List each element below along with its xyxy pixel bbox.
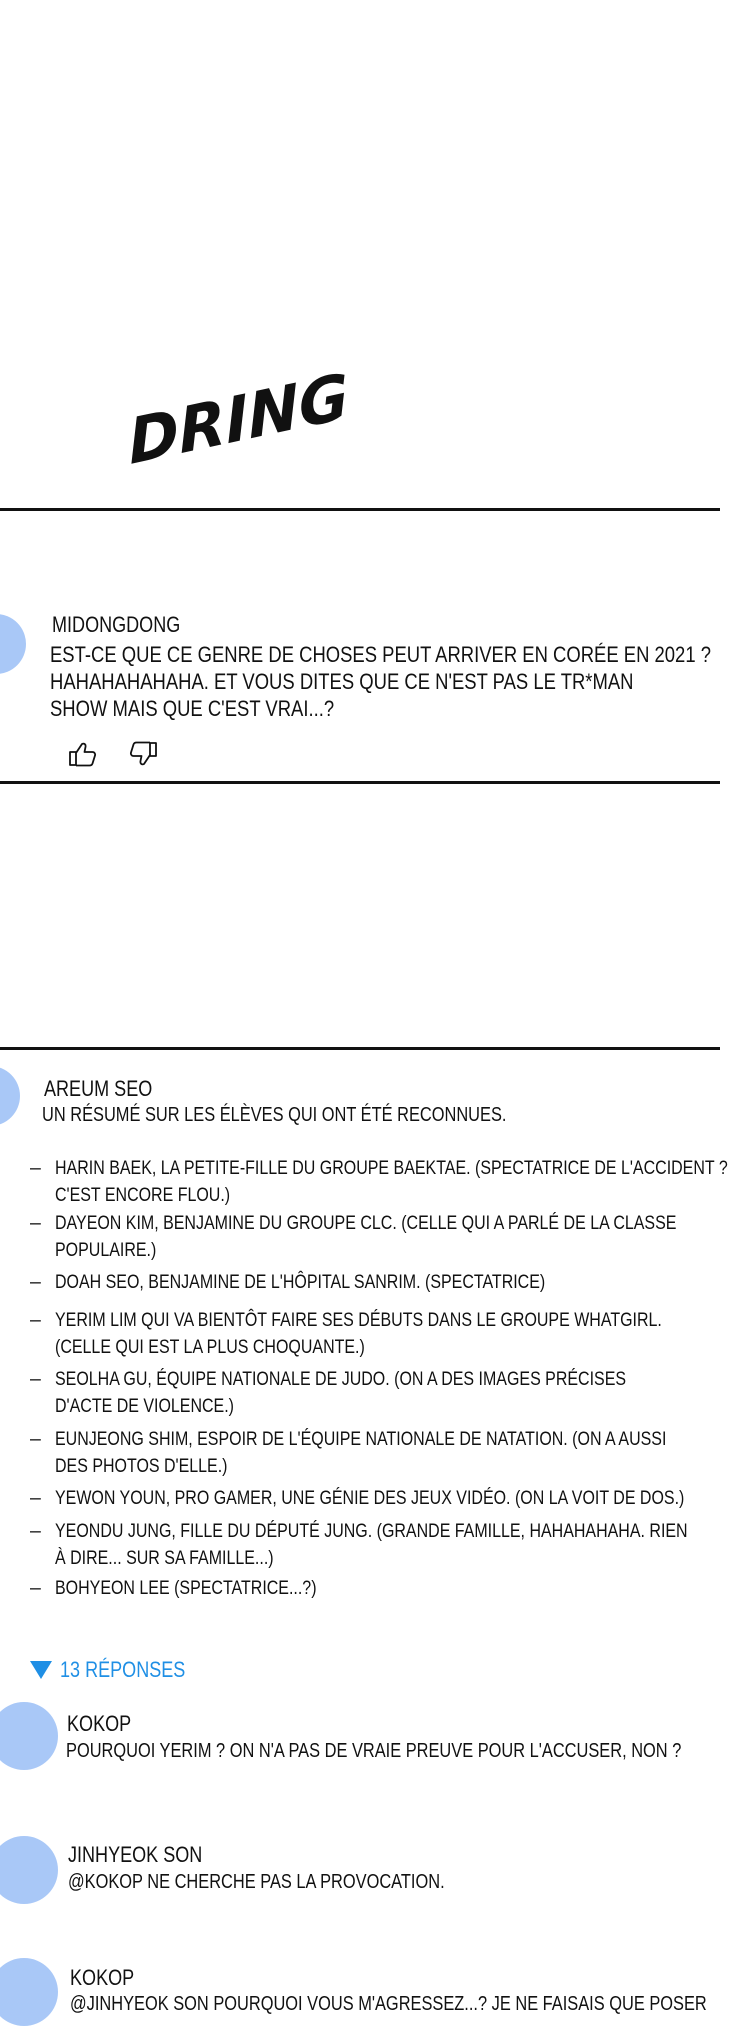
- dash: –: [30, 1157, 41, 1179]
- comment-intro: UN RÉSUMÉ SUR LES ÉLÈVES QUI ONT ÉTÉ RECONNUES.: [42, 1104, 507, 1126]
- reply-text: @JINHYEOK SON POURQUOI VOUS M'AGRESSEZ...? JE NE FAISAIS QUE POSER: [70, 1993, 707, 2015]
- avatar[interactable]: [0, 614, 26, 674]
- list-item-line: POPULAIRE.): [55, 1239, 157, 1261]
- dash: –: [30, 1271, 41, 1293]
- reply-text: @KOKOP NE CHERCHE PAS LA PROVOCATION.: [68, 1871, 445, 1893]
- list-item-line: D'ACTE DE VIOLENCE.): [55, 1395, 234, 1417]
- avatar[interactable]: [0, 1836, 58, 1904]
- list-item-line: YERIM LIM QUI VA BIENTÔT FAIRE SES DÉBUTS DANS LE GROUPE WHATGIRL.: [55, 1309, 662, 1331]
- sfx-dring: [126, 350, 352, 479]
- triangle-down-icon: [30, 1661, 52, 1679]
- list-item-line: (CELLE QUI EST LA PLUS CHOQUANTE.): [55, 1336, 365, 1358]
- reply-author: KOKOP: [70, 1965, 135, 1990]
- avatar[interactable]: [0, 1702, 58, 1770]
- dash: –: [30, 1428, 41, 1450]
- list-item-line: HARIN BAEK, LA PETITE-FILLE DU GROUPE BAEKTAE. (SPECTATRICE DE L'ACCIDENT ?: [55, 1157, 728, 1179]
- comment-line: SHOW MAIS QUE C'EST VRAI...?: [50, 696, 335, 721]
- comment-line: HAHAHAHAHAHA. ET VOUS DITES QUE CE N'EST PAS LE TR*MAN: [50, 669, 634, 694]
- avatar[interactable]: [0, 1958, 58, 2026]
- comment-author: AREUM SEO: [44, 1076, 153, 1101]
- list-item-line: YEWON YOUN, PRO GAMER, UNE GÉNIE DES JEUX VIDÉO. (ON LA VOIT DE DOS.): [55, 1487, 685, 1509]
- list-item-line: DES PHOTOS D'ELLE.): [55, 1455, 228, 1477]
- list-item-line: À DIRE... SUR SA FAMILLE...): [55, 1547, 274, 1569]
- list-item-line: YEONDU JUNG, FILLE DU DÉPUTÉ JUNG. (GRANDE FAMILLE, HAHAHAHAHA. RIEN: [55, 1520, 688, 1542]
- dash: –: [30, 1368, 41, 1390]
- comment-line: EST-CE QUE CE GENRE DE CHOSES PEUT ARRIVER EN CORÉE EN 2021 ?: [50, 642, 711, 667]
- dash: –: [30, 1212, 41, 1234]
- list-item-line: BOHYEON LEE (SPECTATRICE...?): [55, 1577, 317, 1599]
- replies-count: 13 RÉPONSES: [60, 1657, 186, 1682]
- sfx-text: DRING: [126, 359, 352, 479]
- dash: –: [30, 1309, 41, 1331]
- list-item-line: SEOLHA GU, ÉQUIPE NATIONALE DE JUDO. (ON A DES IMAGES PRÉCISES: [55, 1368, 627, 1390]
- dash: –: [30, 1487, 41, 1509]
- divider: [0, 508, 720, 511]
- reply-author: JINHYEOK SON: [68, 1842, 203, 1867]
- thumbs-down-icon[interactable]: [128, 741, 158, 767]
- list-item-line: C'EST ENCORE FLOU.): [55, 1184, 231, 1206]
- comment-author: MIDONGDONG: [52, 612, 181, 637]
- list-item-line: EUNJEONG SHIM, ESPOIR DE L'ÉQUIPE NATIONALE DE NATATION. (ON A AUSSI: [55, 1428, 667, 1450]
- dash: –: [30, 1577, 41, 1599]
- thumbs-up-icon[interactable]: [68, 741, 98, 767]
- reply-author: KOKOP: [67, 1711, 132, 1736]
- list-item-line: DOAH SEO, BENJAMINE DE L'HÔPITAL SANRIM. (SPECTATRICE): [55, 1271, 546, 1293]
- replies-toggle[interactable]: [30, 1657, 213, 1683]
- dash: –: [30, 1520, 41, 1542]
- list-item-line: DAYEON KIM, BENJAMINE DU GROUPE CLC. (CELLE QUI A PARLÉ DE LA CLASSE: [55, 1212, 677, 1234]
- reply-text: POURQUOI YERIM ? ON N'A PAS DE VRAIE PREUVE POUR L'ACCUSER, NON ?: [66, 1740, 682, 1762]
- divider: [0, 1047, 720, 1050]
- divider: [0, 781, 720, 784]
- avatar[interactable]: [0, 1066, 20, 1126]
